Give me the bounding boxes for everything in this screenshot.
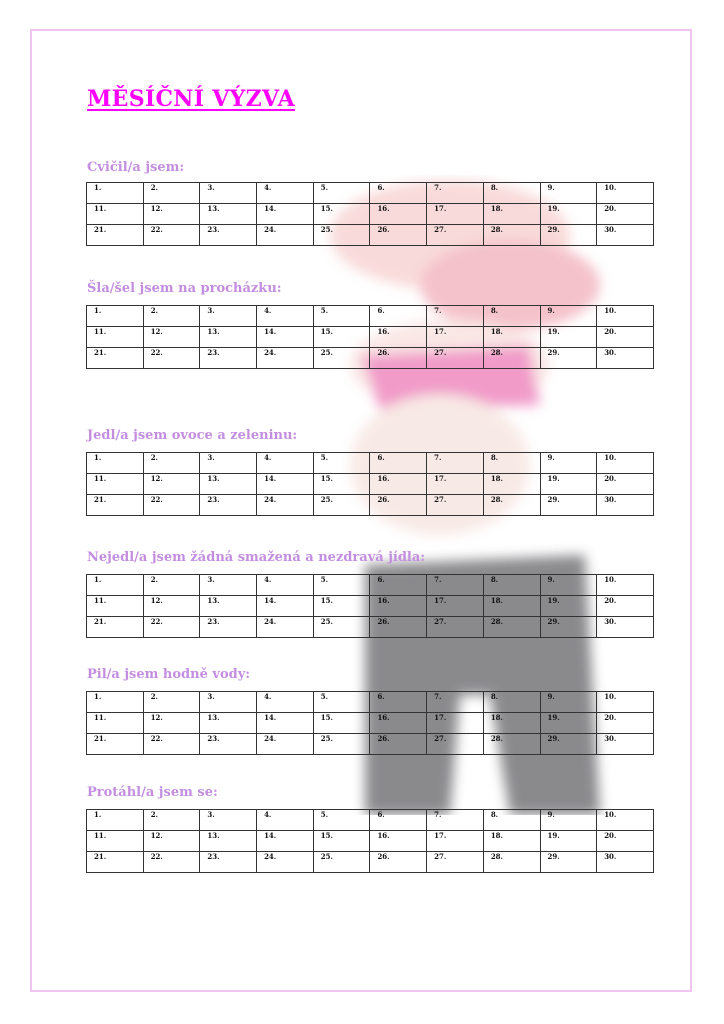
day-cell[interactable]: 18. xyxy=(483,204,540,225)
day-cell[interactable]: 8. xyxy=(483,575,540,596)
day-cell[interactable]: 9. xyxy=(540,810,597,831)
day-cell[interactable]: 7. xyxy=(427,692,484,713)
day-cell[interactable]: 8. xyxy=(483,810,540,831)
day-cell[interactable]: 21. xyxy=(87,495,144,516)
day-cell[interactable]: 6. xyxy=(370,453,427,474)
day-cell[interactable]: 13. xyxy=(200,596,257,617)
day-cell[interactable]: 20. xyxy=(597,713,654,734)
day-cell[interactable]: 26. xyxy=(370,617,427,638)
day-grid xyxy=(86,452,654,516)
day-cell[interactable]: 19. xyxy=(540,713,597,734)
day-cell[interactable]: 24. xyxy=(257,225,314,246)
day-cell[interactable]: 20. xyxy=(597,474,654,495)
day-cell[interactable]: 20. xyxy=(597,204,654,225)
day-cell[interactable]: 2. xyxy=(143,453,200,474)
day-cell[interactable]: 15. xyxy=(313,831,370,852)
day-row xyxy=(87,183,654,204)
day-cell[interactable]: 24. xyxy=(257,852,314,873)
day-cell[interactable]: 22. xyxy=(143,734,200,755)
day-cell[interactable]: 4. xyxy=(257,692,314,713)
day-cell[interactable]: 12. xyxy=(143,831,200,852)
page-title: MĚSÍČNÍ VÝZVA xyxy=(87,86,296,112)
day-cell[interactable]: 10. xyxy=(597,810,654,831)
day-row xyxy=(87,204,654,225)
day-cell[interactable]: 11. xyxy=(87,204,144,225)
day-cell[interactable]: 9. xyxy=(540,453,597,474)
day-cell[interactable]: 14. xyxy=(257,204,314,225)
day-cell[interactable]: 10. xyxy=(597,453,654,474)
day-cell[interactable]: 3. xyxy=(200,183,257,204)
day-cell[interactable]: 11. xyxy=(87,327,144,348)
day-cell[interactable]: 27. xyxy=(427,495,484,516)
section-label: Protáhl/a jsem se: xyxy=(87,785,218,800)
day-cell[interactable]: 12. xyxy=(143,327,200,348)
day-cell[interactable]: 12. xyxy=(143,596,200,617)
day-cell[interactable]: 14. xyxy=(257,596,314,617)
day-cell[interactable]: 13. xyxy=(200,831,257,852)
day-cell[interactable]: 30. xyxy=(597,734,654,755)
day-cell[interactable]: 26. xyxy=(370,852,427,873)
day-cell[interactable]: 11. xyxy=(87,831,144,852)
day-cell[interactable]: 9. xyxy=(540,306,597,327)
day-cell[interactable]: 6. xyxy=(370,692,427,713)
day-cell[interactable]: 7. xyxy=(427,453,484,474)
day-cell[interactable]: 23. xyxy=(200,852,257,873)
day-cell[interactable]: 28. xyxy=(483,734,540,755)
day-cell[interactable]: 27. xyxy=(427,734,484,755)
day-cell[interactable]: 7. xyxy=(427,183,484,204)
day-cell[interactable]: 5. xyxy=(313,810,370,831)
day-cell[interactable]: 21. xyxy=(87,852,144,873)
day-cell[interactable]: 23. xyxy=(200,495,257,516)
day-row xyxy=(87,575,654,596)
day-cell[interactable]: 18. xyxy=(483,713,540,734)
day-row xyxy=(87,852,654,873)
day-cell[interactable]: 5. xyxy=(313,692,370,713)
day-cell[interactable]: 19. xyxy=(540,831,597,852)
section-label: Nejedl/a jsem žádná smažená a nezdravá jídla: xyxy=(87,550,426,565)
day-cell[interactable]: 19. xyxy=(540,327,597,348)
day-cell[interactable]: 27. xyxy=(427,348,484,369)
day-cell[interactable]: 3. xyxy=(200,306,257,327)
day-cell[interactable]: 8. xyxy=(483,306,540,327)
day-cell[interactable]: 22. xyxy=(143,617,200,638)
day-cell[interactable]: 22. xyxy=(143,852,200,873)
day-cell[interactable]: 15. xyxy=(313,327,370,348)
day-cell[interactable]: 5. xyxy=(313,183,370,204)
day-cell[interactable]: 29. xyxy=(540,734,597,755)
day-cell[interactable]: 22. xyxy=(143,348,200,369)
day-cell[interactable]: 19. xyxy=(540,596,597,617)
day-row xyxy=(87,453,654,474)
day-cell[interactable]: 16. xyxy=(370,831,427,852)
day-cell[interactable]: 16. xyxy=(370,327,427,348)
day-cell[interactable]: 25. xyxy=(313,852,370,873)
day-cell[interactable]: 17. xyxy=(427,327,484,348)
day-cell[interactable]: 12. xyxy=(143,474,200,495)
day-cell[interactable]: 8. xyxy=(483,453,540,474)
day-cell[interactable]: 28. xyxy=(483,852,540,873)
day-row xyxy=(87,327,654,348)
day-cell[interactable]: 15. xyxy=(313,596,370,617)
day-cell[interactable]: 30. xyxy=(597,617,654,638)
day-cell[interactable]: 8. xyxy=(483,183,540,204)
day-cell[interactable]: 16. xyxy=(370,596,427,617)
day-row xyxy=(87,596,654,617)
day-cell[interactable]: 12. xyxy=(143,204,200,225)
day-cell[interactable]: 28. xyxy=(483,495,540,516)
day-cell[interactable]: 13. xyxy=(200,204,257,225)
day-row xyxy=(87,225,654,246)
day-row xyxy=(87,692,654,713)
day-cell[interactable]: 1. xyxy=(87,306,144,327)
day-cell[interactable]: 28. xyxy=(483,348,540,369)
day-cell[interactable]: 18. xyxy=(483,474,540,495)
day-cell[interactable]: 15. xyxy=(313,204,370,225)
day-cell[interactable]: 14. xyxy=(257,713,314,734)
day-row xyxy=(87,810,654,831)
day-cell[interactable]: 29. xyxy=(540,495,597,516)
day-row xyxy=(87,474,654,495)
day-cell[interactable]: 8. xyxy=(483,692,540,713)
day-cell[interactable]: 17. xyxy=(427,831,484,852)
day-cell[interactable]: 13. xyxy=(200,327,257,348)
day-cell[interactable]: 18. xyxy=(483,831,540,852)
day-cell[interactable]: 1. xyxy=(87,183,144,204)
day-cell[interactable]: 3. xyxy=(200,575,257,596)
day-cell[interactable]: 9. xyxy=(540,575,597,596)
day-cell[interactable]: 1. xyxy=(87,453,144,474)
day-cell[interactable]: 2. xyxy=(143,692,200,713)
day-cell[interactable]: 2. xyxy=(143,575,200,596)
day-cell[interactable]: 30. xyxy=(597,348,654,369)
day-cell[interactable]: 10. xyxy=(597,575,654,596)
day-cell[interactable]: 30. xyxy=(597,225,654,246)
day-cell[interactable]: 13. xyxy=(200,713,257,734)
day-cell[interactable]: 10. xyxy=(597,183,654,204)
day-cell[interactable]: 21. xyxy=(87,225,144,246)
day-cell[interactable]: 11. xyxy=(87,596,144,617)
day-cell[interactable]: 23. xyxy=(200,348,257,369)
day-cell[interactable]: 7. xyxy=(427,810,484,831)
day-cell[interactable]: 21. xyxy=(87,348,144,369)
day-cell[interactable]: 15. xyxy=(313,713,370,734)
day-cell[interactable]: 16. xyxy=(370,474,427,495)
day-cell[interactable]: 20. xyxy=(597,831,654,852)
day-row xyxy=(87,831,654,852)
day-cell[interactable]: 11. xyxy=(87,713,144,734)
day-grid xyxy=(86,809,654,873)
day-cell[interactable]: 18. xyxy=(483,596,540,617)
section-label: Cvičil/a jsem: xyxy=(87,160,185,175)
day-grid xyxy=(86,305,654,369)
day-row xyxy=(87,713,654,734)
day-cell[interactable]: 24. xyxy=(257,348,314,369)
day-cell[interactable]: 30. xyxy=(597,852,654,873)
day-cell[interactable]: 21. xyxy=(87,617,144,638)
day-cell[interactable]: 13. xyxy=(200,474,257,495)
day-cell[interactable]: 27. xyxy=(427,852,484,873)
day-row xyxy=(87,495,654,516)
day-cell[interactable]: 2. xyxy=(143,183,200,204)
day-row xyxy=(87,617,654,638)
day-cell[interactable]: 28. xyxy=(483,225,540,246)
day-cell[interactable]: 26. xyxy=(370,348,427,369)
day-cell[interactable]: 4. xyxy=(257,183,314,204)
day-cell[interactable]: 22. xyxy=(143,495,200,516)
day-cell[interactable]: 24. xyxy=(257,734,314,755)
day-cell[interactable]: 22. xyxy=(143,225,200,246)
day-cell[interactable]: 9. xyxy=(540,692,597,713)
day-cell[interactable]: 17. xyxy=(427,713,484,734)
day-grid xyxy=(86,182,654,246)
day-cell[interactable]: 16. xyxy=(370,204,427,225)
day-cell[interactable]: 19. xyxy=(540,474,597,495)
day-cell[interactable]: 4. xyxy=(257,453,314,474)
day-cell[interactable]: 25. xyxy=(313,495,370,516)
day-cell[interactable]: 27. xyxy=(427,225,484,246)
day-cell[interactable]: 4. xyxy=(257,306,314,327)
day-cell[interactable]: 29. xyxy=(540,225,597,246)
day-cell[interactable]: 17. xyxy=(427,204,484,225)
day-cell[interactable]: 17. xyxy=(427,474,484,495)
day-cell[interactable]: 1. xyxy=(87,810,144,831)
day-cell[interactable]: 14. xyxy=(257,327,314,348)
day-cell[interactable]: 23. xyxy=(200,734,257,755)
day-cell[interactable]: 1. xyxy=(87,692,144,713)
section-label: Šla/šel jsem na procházku: xyxy=(87,281,282,296)
day-cell[interactable]: 28. xyxy=(483,617,540,638)
day-cell[interactable]: 20. xyxy=(597,596,654,617)
day-cell[interactable]: 5. xyxy=(313,306,370,327)
day-cell[interactable]: 10. xyxy=(597,692,654,713)
day-row xyxy=(87,306,654,327)
day-cell[interactable]: 21. xyxy=(87,734,144,755)
day-cell[interactable]: 17. xyxy=(427,596,484,617)
day-cell[interactable]: 20. xyxy=(597,327,654,348)
day-cell[interactable]: 5. xyxy=(313,453,370,474)
day-cell[interactable]: 29. xyxy=(540,852,597,873)
day-cell[interactable]: 5. xyxy=(313,575,370,596)
day-row xyxy=(87,734,654,755)
day-grid xyxy=(86,691,654,755)
day-cell[interactable]: 26. xyxy=(370,495,427,516)
day-cell[interactable]: 24. xyxy=(257,495,314,516)
day-cell[interactable]: 18. xyxy=(483,327,540,348)
day-row xyxy=(87,348,654,369)
day-cell[interactable]: 10. xyxy=(597,306,654,327)
day-cell[interactable]: 16. xyxy=(370,713,427,734)
day-cell[interactable]: 25. xyxy=(313,734,370,755)
day-cell[interactable]: 7. xyxy=(427,306,484,327)
day-cell[interactable]: 6. xyxy=(370,306,427,327)
day-cell[interactable]: 26. xyxy=(370,225,427,246)
day-cell[interactable]: 2. xyxy=(143,810,200,831)
day-cell[interactable]: 3. xyxy=(200,692,257,713)
day-cell[interactable]: 25. xyxy=(313,348,370,369)
day-cell[interactable]: 4. xyxy=(257,575,314,596)
day-cell[interactable]: 14. xyxy=(257,831,314,852)
day-cell[interactable]: 4. xyxy=(257,810,314,831)
day-cell[interactable]: 6. xyxy=(370,183,427,204)
day-cell[interactable]: 6. xyxy=(370,575,427,596)
day-cell[interactable]: 19. xyxy=(540,204,597,225)
day-cell[interactable]: 25. xyxy=(313,617,370,638)
day-cell[interactable]: 3. xyxy=(200,810,257,831)
section-label: Jedl/a jsem ovoce a zeleninu: xyxy=(87,428,298,443)
day-cell[interactable]: 29. xyxy=(540,348,597,369)
day-grid xyxy=(86,574,654,638)
day-cell[interactable]: 11. xyxy=(87,474,144,495)
day-cell[interactable]: 29. xyxy=(540,617,597,638)
day-cell[interactable]: 12. xyxy=(143,713,200,734)
section-label: Pil/a jsem hodně vody: xyxy=(87,667,251,682)
day-cell[interactable]: 15. xyxy=(313,474,370,495)
day-cell[interactable]: 23. xyxy=(200,225,257,246)
day-cell[interactable]: 14. xyxy=(257,474,314,495)
day-cell[interactable]: 3. xyxy=(200,453,257,474)
day-cell[interactable]: 30. xyxy=(597,495,654,516)
day-cell[interactable]: 6. xyxy=(370,810,427,831)
day-cell[interactable]: 24. xyxy=(257,617,314,638)
day-cell[interactable]: 23. xyxy=(200,617,257,638)
day-cell[interactable]: 2. xyxy=(143,306,200,327)
day-cell[interactable]: 25. xyxy=(313,225,370,246)
day-cell[interactable]: 26. xyxy=(370,734,427,755)
day-cell[interactable]: 27. xyxy=(427,617,484,638)
day-cell[interactable]: 1. xyxy=(87,575,144,596)
day-cell[interactable]: 7. xyxy=(427,575,484,596)
day-cell[interactable]: 9. xyxy=(540,183,597,204)
